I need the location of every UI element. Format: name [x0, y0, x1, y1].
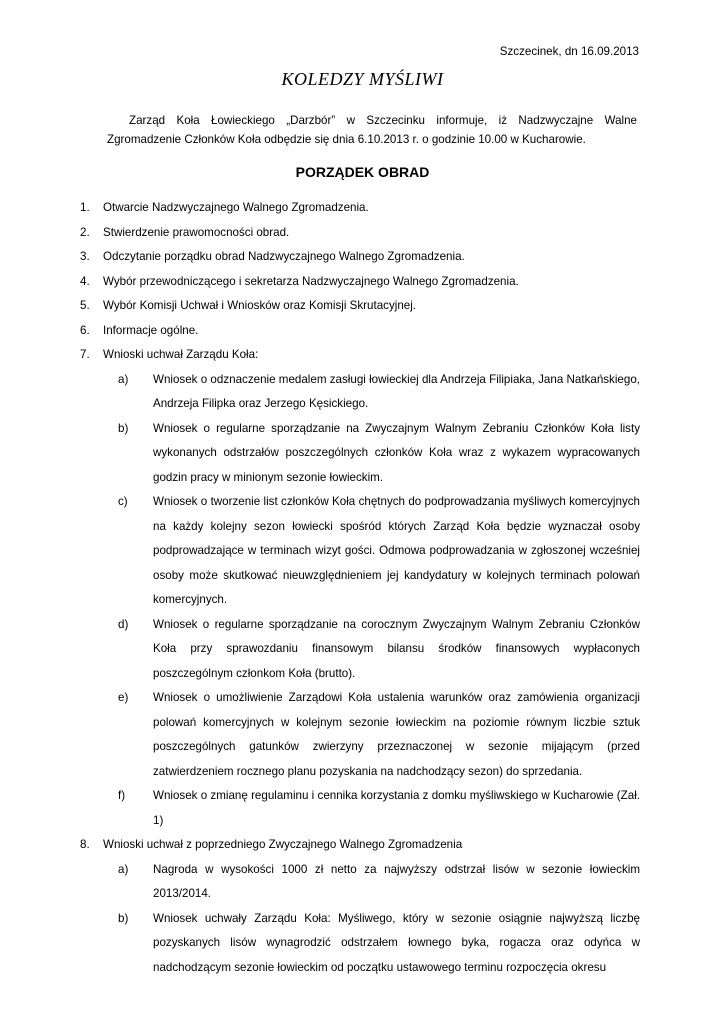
sub-list-item: b) Wniosek o regularne sporządzanie na Zwyczajnym Walnym Zebraniu Członków Koła listy wykonanych odstrzałów poszczególnych członków Koła wraz z wykazem wypracowanych godzin pracy w minionym sezonie łowieckim.	[118, 421, 640, 484]
sub-list-item: a) Nagroda w wysokości 1000 zł netto za najwyższy odstrzał lisów w sezonie łowieckim 2013/2014.	[118, 862, 640, 900]
sub-list-item: a) Wniosek o odznaczenie medalem zasługi łowieckiej dla Andrzeja Filipiaka, Jana Natkańskiego, Andrzeja Filipka oraz Jerzego Kęsickiego.	[118, 372, 640, 410]
agenda-list	[80, 196, 640, 980]
list-item: 6. Informacje ogólne.	[80, 323, 199, 337]
dateline: Szczecinek, dn 16.09.2013	[499, 45, 639, 58]
sub-list-item: f) Wniosek o zmianę regulaminu i cennika korzystania z domku myśliwskiego w Kucharowie (Zał. 1)	[118, 789, 640, 827]
sub-list-item: c) Wniosek o tworzenie list członków Koła chętnych do podprowadzania myśliwych komercyjnych na każdy kolejny sezon łowiecki spośród których Zarząd Koła będzie wyznaczał osoby podprowadzające w terminach wizyt gości. Odmowa podprowadzania w zgłoszonej wcześniej osoby może skutkować nieuwzględnieniem jej kandydatury w kolejnych terminach polowań komercyjnych.	[118, 495, 640, 606]
intro-paragraph	[107, 111, 637, 149]
list-item: 4. Wybór przewodniczącego i sekretarza Nadzwyczajnego Walnego Zgromadzenia.	[80, 274, 519, 288]
list-item: 5. Wybór Komisji Uchwał i Wniosków oraz Komisji Skrutacyjnej.	[80, 299, 417, 312]
list-item: 7. Wnioski uchwał Zarządu Koła:	[80, 348, 259, 361]
list-item: 1. Otwarcie Nadzwyczajnego Walnego Zgromadzenia.	[80, 201, 369, 214]
sub-list-item: b) Wniosek uchwały Zarządu Koła: Myśliwego, który w sezonie osiągnie najwyższą liczbę pozyskanych lisów wynagrodzić odstrzałem łownego byka, rogacza oraz odyńca w nadchodzącym sezonie łowieckim od początku ustawowego terminu rozpoczęcia okresu	[118, 911, 640, 974]
document-title: KOLEDZY MYŚLIWI	[281, 69, 444, 89]
agenda-heading: PORZĄDEK OBRAD	[295, 164, 430, 180]
sub-list-item: d) Wniosek o regularne sporządzanie na corocznym Zwyczajnym Walnym Zebraniu Członków Koła przy sprawozdaniu finansowym bilansu środków finansowych wypłaconych poszczególnym członkom Koła (brutto).	[118, 617, 640, 680]
sub-list-item: e) Wniosek o umożliwienie Zarządowi Koła ustalenia warunków oraz zamówienia organizacji polowań komercyjnych w kolejnym sezonie łowieckim na poziomie równym liczbie sztuk poszczególnych gatunków zwierzyny przeznaczonej w sezonie mijającym (przed zatwierdzeniem rocznego planu pozyskania na nadchodzący sezon) do sprzedania.	[118, 691, 640, 778]
intro-text: Zarząd Koła Łowieckiego „Darzbór” w Szczecinku informuje, iż Nadzwyczajne Walne Zgromadzenie Członków Koła odbędzie się dnia 6.10.2013 r. o godzinie 10.00 w Kucharowie.	[107, 114, 637, 146]
list-item: 3. Odczytanie porządku obrad Nadzwyczajnego Walnego Zgromadzenia.	[80, 250, 465, 263]
list-item: 2. Stwierdzenie prawomocności obrad.	[80, 225, 290, 239]
list-item: 8. Wnioski uchwał z poprzedniego Zwyczajnego Walnego Zgromadzenia	[80, 838, 463, 851]
